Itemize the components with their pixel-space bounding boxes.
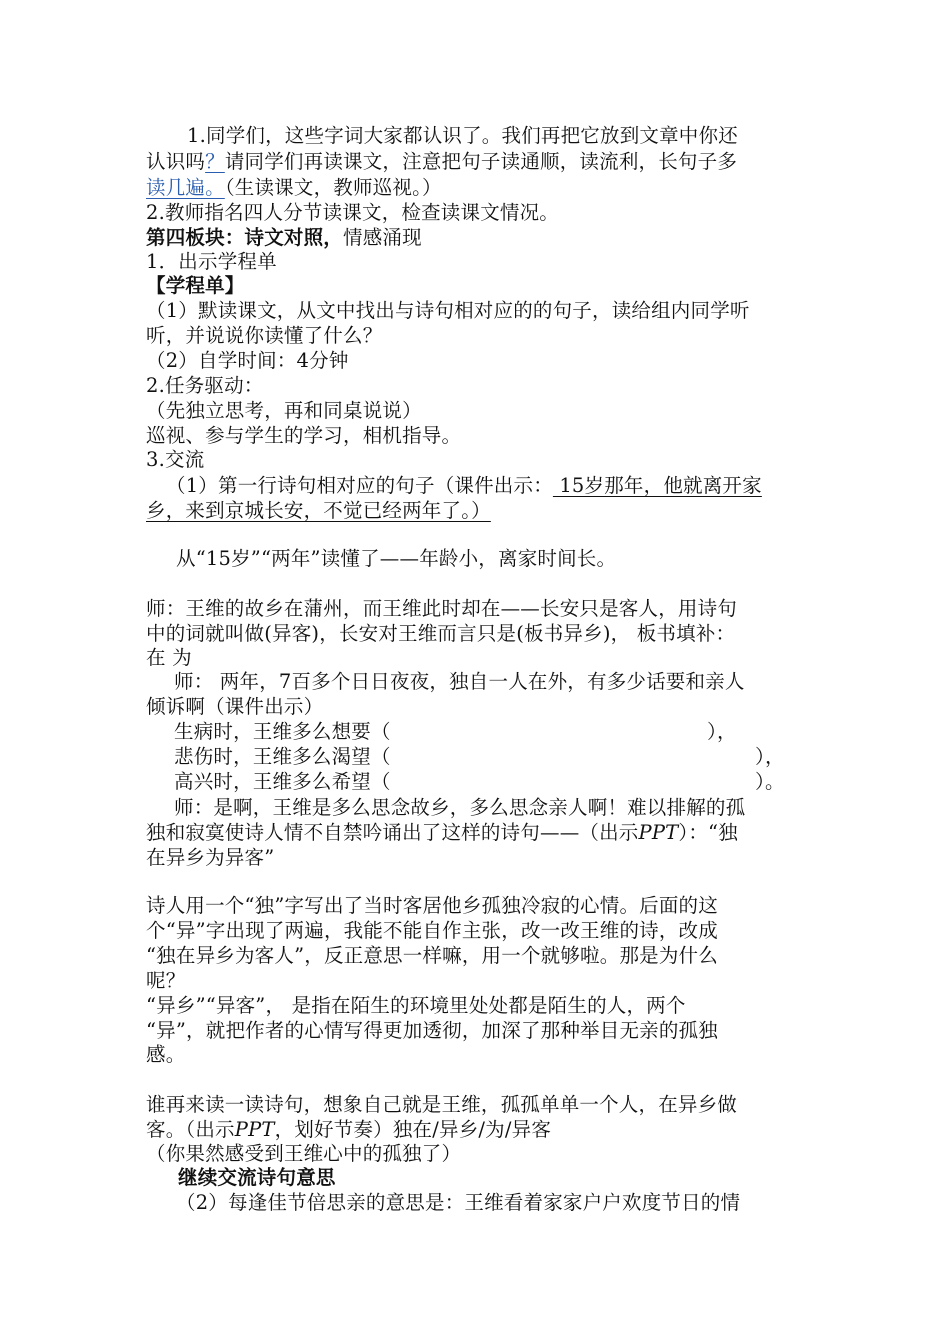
text: 1．出示学程单 (146, 250, 277, 273)
fill-blank-close (707, 719, 737, 745)
text: 1.同学们，这些字词大家都认识了。我们再把它放到文章中你还 (187, 124, 738, 147)
paragraph-line (176, 546, 616, 572)
text: 2.任务驱动： (146, 374, 264, 397)
text: 师： 两年，7百多个日日夜夜，独自一人在外，有多少话要和亲人 (174, 670, 745, 693)
step-heading (146, 249, 277, 275)
paragraph-line (146, 645, 192, 671)
text: 独和寂寞使诗人情不自禁吟诵出了这样的诗句——（出示 (146, 821, 639, 844)
ppt-text: PPT (638, 821, 679, 844)
text: 【学程单】 (146, 274, 245, 297)
text: 继续交流诗句意思 (178, 1166, 336, 1189)
paragraph-line (146, 373, 264, 399)
text: 倾诉啊（课件出示） (146, 695, 324, 718)
text: “异乡”“异客”， 是指在陌生的环境里处处都是陌生的人，两个 (146, 994, 686, 1017)
text: 2.教师指名四人分节读课文，检查读课文情况。 (146, 201, 560, 224)
text: （你果然感受到王维心中的孤独了） (146, 1142, 462, 1165)
fill-blank-line (174, 769, 391, 795)
text: （2）每逢佳节倍思亲的意思是：王维看着家家户户欢度节日的情 (176, 1191, 741, 1214)
text: 谁再来读一读诗句，想象自己就是王维，孤孤单单一个人，在异乡做 (146, 1093, 738, 1116)
text: （2）自学时间：4分钟 (146, 349, 349, 372)
text: （1）默读课文，从文中找出与诗句相对应的的句子，读给组内同学听 (146, 299, 750, 322)
text: 悲伤时，王维多么渴望（ (174, 745, 391, 768)
paragraph-line (146, 943, 718, 969)
text: 中的词就叫做(异客)，长安对王维而言只是(板书异乡)， 板书填补： (146, 622, 736, 645)
text: “异”，就把作者的心情写得更加透彻，加深了那种举目无亲的孤独 (146, 1019, 718, 1042)
fill-blank-line (174, 719, 391, 745)
text: 感。 (146, 1043, 186, 1066)
text: 诗人用一个“独”字写出了当时客居他乡孤独冷寂的心情。后面的这 (146, 894, 718, 917)
paragraph-line (146, 1141, 461, 1167)
underlined-text: 乡，来到京城长安，不觉已经两年了。） (146, 499, 491, 522)
paragraph-line (146, 447, 204, 473)
underlined-text: 读几遍。 (146, 176, 225, 199)
text: 师：王维的故乡在蒲州，而王维此时却在——长安只是客人，用诗句 (146, 597, 738, 620)
section-heading (146, 225, 422, 251)
text: 在异乡为异客” (146, 846, 275, 869)
paragraph-line (146, 323, 382, 349)
text: 师：是啊，王维是多么思念故乡，多么思念亲人啊！难以排解的孤 (174, 796, 746, 819)
section-subtitle: 情感涌现 (343, 226, 422, 249)
text: ）：“独 (678, 821, 738, 844)
question-mark: ？ (205, 150, 225, 173)
text: （生读课文，教师巡视。） (224, 176, 442, 199)
text: 高兴时，王维多么希望（ (174, 770, 391, 793)
text: 巡视、参与学生的学习，相机指导。 (146, 424, 462, 447)
paragraph-line (146, 820, 738, 846)
paragraph-line (174, 669, 745, 695)
paragraph-line (146, 968, 185, 994)
text: （1）第一行诗句相对应的句子（课件出示： (166, 474, 553, 497)
fill-blank-line (174, 744, 391, 770)
text: “独在异乡为客人”，反正意思一样嘛，用一个就够啦。那是为什么 (146, 944, 718, 967)
paragraph-line (146, 398, 422, 424)
paragraph-line (146, 298, 750, 324)
paragraph-line (146, 498, 491, 524)
paragraph-line (146, 1117, 551, 1143)
text: ）， (755, 745, 785, 768)
paragraph-line (146, 694, 323, 720)
paragraph-line (146, 1018, 718, 1044)
paragraph-line (146, 200, 559, 226)
worksheet-heading (146, 273, 245, 299)
text: ）， (707, 720, 737, 743)
paragraph-line (146, 1092, 737, 1118)
paragraph-line (146, 423, 461, 449)
text: ，划好节奏）独在/异乡/为/异客 (274, 1118, 552, 1141)
paragraph-line (187, 123, 738, 149)
text: 客。（出示 (146, 1118, 235, 1141)
paragraph-line (146, 893, 718, 919)
paragraph-line (146, 845, 274, 871)
text: （先独立思考，再和同桌说说） (146, 399, 422, 422)
paragraph-line (146, 175, 442, 201)
section-title: 第四板块：诗文对照， (146, 226, 344, 249)
text: 认识吗 (146, 150, 206, 173)
text: 听，并说说你读懂了什么？ (146, 324, 383, 347)
text: 从“15岁”“两年”读懂了——年龄小，离家时间长。 (176, 547, 617, 570)
paragraph-line (146, 621, 735, 647)
text: 生病时，王维多么想要（ (174, 720, 391, 743)
paragraph-line (176, 1190, 740, 1216)
text: 请同学们再读课文，注意把句子读通顺，读流利，长句子多 (224, 150, 738, 173)
fill-blank-close (755, 769, 785, 795)
paragraph-line (166, 473, 762, 499)
step-heading (178, 1165, 336, 1191)
paragraph-line (146, 149, 737, 175)
underlined-text: 15岁那年，他就离开家 (552, 474, 762, 497)
ppt-text: PPT (234, 1118, 275, 1141)
paragraph-line (146, 596, 737, 622)
fill-blank-close (755, 744, 785, 770)
text: 在 为 (146, 646, 192, 669)
text: ）。 (755, 770, 785, 793)
paragraph-line (146, 993, 686, 1019)
paragraph-line (174, 795, 745, 821)
text: 个“异”字出现了两遍，我能不能自作主张，改一改王维的诗，改成 (146, 919, 718, 942)
text: 3.交流 (146, 448, 205, 471)
paragraph-line (146, 348, 349, 374)
text: 呢？ (146, 969, 186, 992)
paragraph-line (146, 918, 718, 944)
paragraph-line (146, 1042, 185, 1068)
